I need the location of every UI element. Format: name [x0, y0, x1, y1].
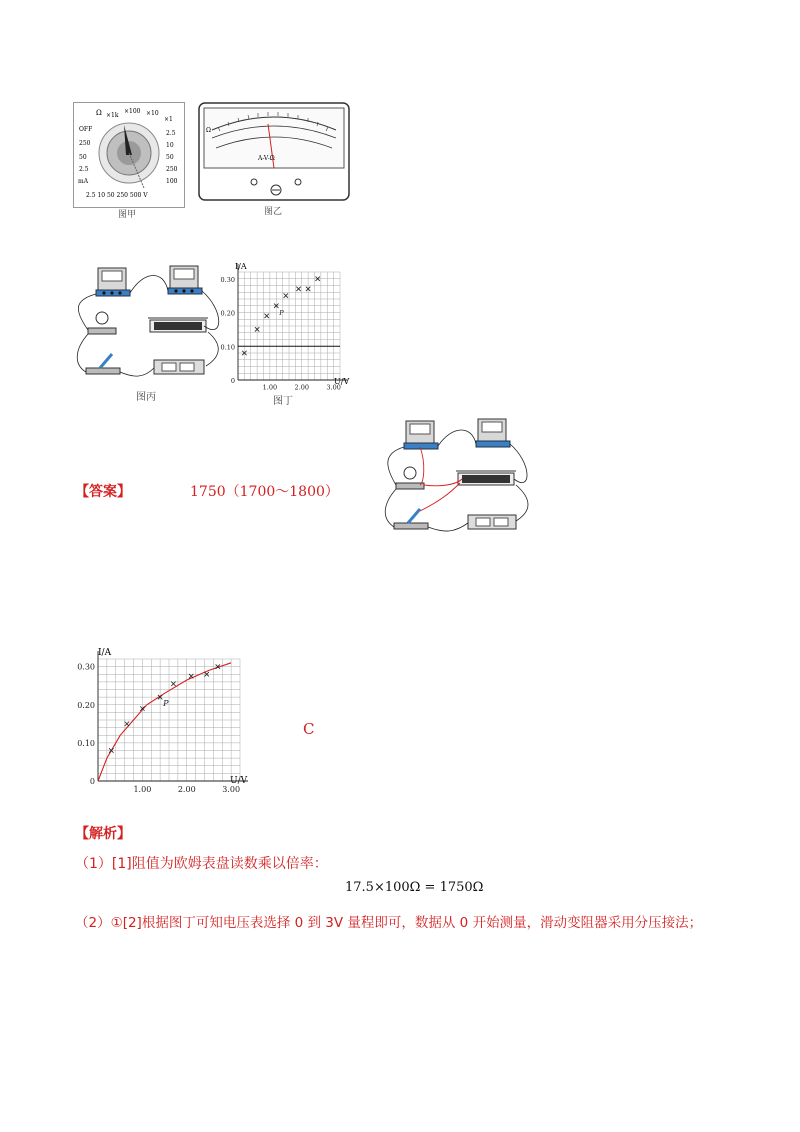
voltmeter-icon: [404, 421, 438, 449]
x-tick-label: 1.00: [262, 383, 278, 392]
switch-icon: [86, 354, 120, 374]
svg-text:250: 250: [79, 140, 91, 147]
x-axis-label: U/V: [230, 776, 248, 786]
rheostat-icon: [456, 471, 516, 485]
data-point: [284, 293, 288, 297]
data-point: [264, 314, 268, 318]
battery-icon: [154, 360, 204, 374]
x-tick-label: 1.00: [133, 785, 152, 794]
svg-text:mA: mA: [78, 178, 89, 185]
dial-drawing: [74, 103, 184, 207]
y-axis-label: I/A: [98, 648, 112, 658]
svg-text:100: 100: [166, 178, 178, 185]
y-tick-label: 0.10: [77, 738, 95, 748]
figure-jia-caption: 图甲: [118, 210, 137, 220]
svg-text:×1: ×1: [164, 116, 173, 123]
analysis-line-2: （2）①[2]根据图丁可知电压表选择 0 到 3V 量程即可，数据从 0 开始测量，滑动变阻器采用分压接法；: [75, 915, 703, 931]
answer-value: 1750（1700～1800）: [190, 484, 339, 500]
svg-text:50: 50: [79, 154, 87, 161]
battery-icon: [468, 515, 516, 529]
svg-text:×100: ×100: [124, 108, 141, 115]
y-tick-label: 0.10: [220, 343, 235, 352]
answer-chart: [77, 645, 255, 800]
answer-choice: C: [303, 720, 315, 738]
svg-text:A-V-Ω: A-V-Ω: [258, 155, 275, 162]
svg-text:×1k: ×1k: [106, 112, 119, 119]
svg-text:2.5: 2.5: [166, 130, 176, 137]
meter-face-drawing: [198, 102, 350, 202]
origin-label: 0: [89, 777, 95, 786]
point-p-label: P: [279, 308, 284, 317]
data-point: [125, 722, 129, 726]
svg-text:2.5: 2.5: [79, 166, 89, 173]
answer-tag: 【答案】: [75, 484, 131, 500]
switch-icon: [394, 509, 428, 529]
point-p-label: P: [163, 699, 169, 709]
svg-text:Ω: Ω: [96, 109, 102, 117]
y-tick-label: 0.20: [220, 309, 235, 318]
figure-jia: [73, 102, 185, 208]
data-point: [171, 682, 175, 686]
wired-circuit-drawing: [380, 413, 535, 541]
x-axis-label: U/V: [334, 377, 350, 386]
figure-answer-chart: [77, 645, 255, 800]
figure-ding: [222, 260, 352, 390]
svg-text:OFF: OFF: [79, 126, 93, 133]
circuit-drawing: [74, 260, 224, 385]
ding-chart: [222, 260, 352, 390]
analysis-formula: 17.5×100Ω = 1750Ω: [345, 880, 484, 895]
analysis-line-1: （1）[1]阻值为欧姆表盘读数乘以倍率：: [75, 856, 328, 872]
x-tick-label: 2.00: [177, 785, 196, 794]
fit-curve: [98, 663, 231, 781]
y-tick-label: 0.30: [220, 275, 235, 284]
bulb-icon: [88, 312, 116, 334]
ammeter-icon: [168, 266, 202, 294]
origin-label: 0: [230, 377, 235, 385]
svg-text:Ω: Ω: [206, 127, 211, 134]
y-axis-label: I/A: [235, 262, 247, 271]
figure-bing: [74, 260, 224, 385]
svg-text:250: 250: [166, 166, 178, 173]
figure-yi-caption: 图乙: [264, 207, 283, 217]
y-tick-label: 0.20: [77, 700, 95, 710]
figure-ding-caption: 图丁: [273, 396, 293, 407]
ammeter-icon: [476, 419, 510, 447]
svg-text:50: 50: [166, 154, 174, 161]
svg-text:2.5 10 50 250 500 V: 2.5 10 50 250 500 V: [86, 192, 148, 199]
analysis-tag: 【解析】: [75, 826, 131, 842]
svg-text:×10: ×10: [146, 110, 159, 117]
svg-text:10: 10: [166, 142, 174, 149]
x-tick-label: 3.00: [222, 785, 241, 794]
figure-yi: [198, 102, 350, 202]
voltmeter-icon: [96, 268, 130, 296]
bulb-icon: [396, 467, 424, 489]
rheostat-icon: [148, 318, 208, 332]
data-point: [296, 287, 300, 291]
figure-circuit-answer: [380, 413, 535, 541]
y-tick-label: 0.30: [77, 662, 95, 672]
x-tick-label: 2.00: [294, 383, 309, 392]
figure-bing-caption: 图丙: [136, 392, 156, 403]
x-tick-label: 3.00: [326, 383, 341, 392]
